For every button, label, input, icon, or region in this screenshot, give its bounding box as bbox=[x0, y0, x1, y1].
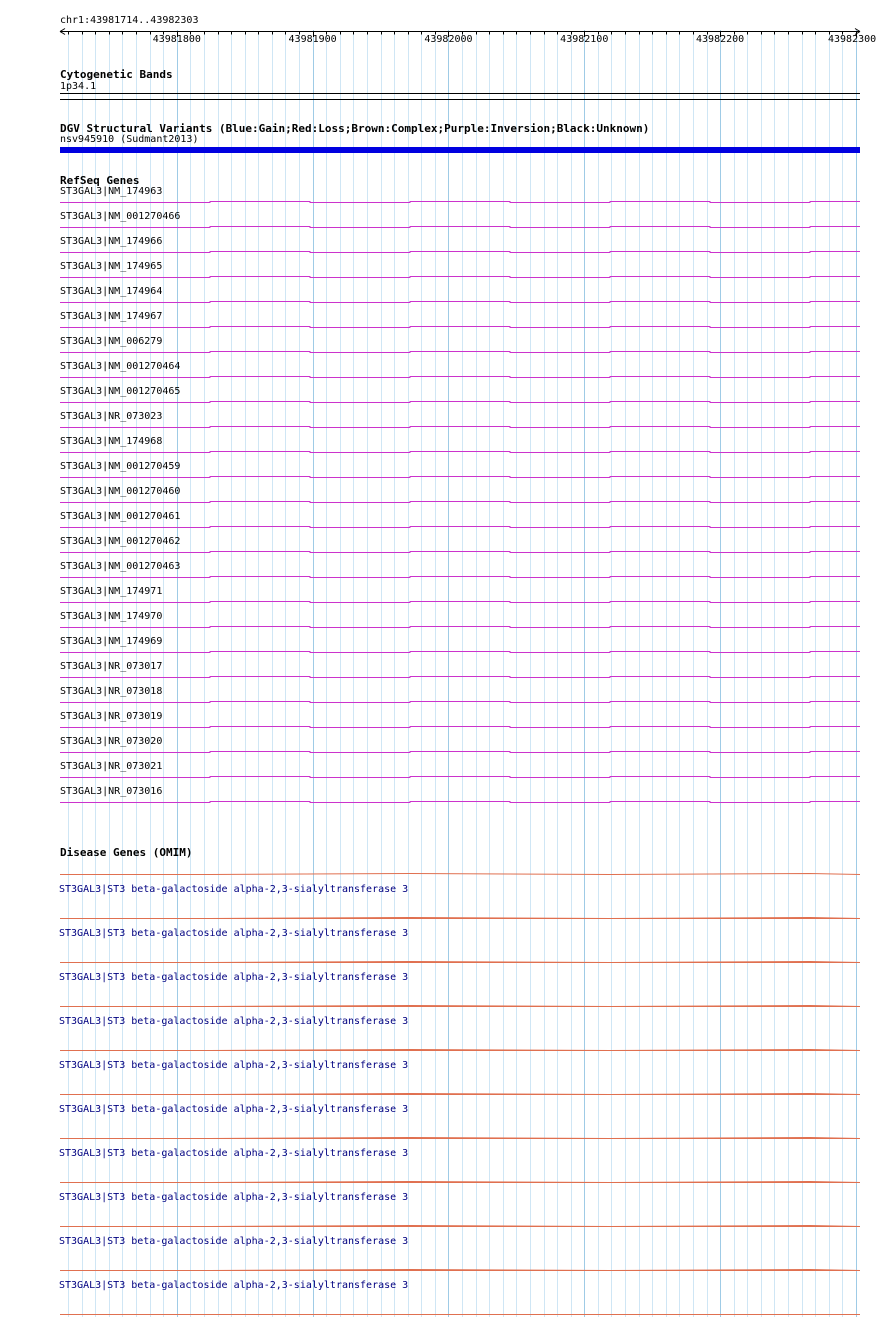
refseq-gene-label[interactable]: ST3GAL3|NM_001270464 bbox=[60, 361, 181, 372]
refseq-gene-line bbox=[60, 477, 860, 478]
refseq-gene-label[interactable]: ST3GAL3|NM_174968 bbox=[60, 436, 163, 447]
refseq-gene-line bbox=[60, 352, 860, 353]
refseq-gene-label[interactable]: ST3GAL3|NM_174966 bbox=[60, 236, 163, 247]
omim-entry-label[interactable]: ST3GAL3|ST3 beta-galactoside alpha-2,3-sialyltransferase 3 bbox=[59, 972, 409, 983]
refseq-gene-label[interactable]: ST3GAL3|NR_073020 bbox=[60, 736, 163, 747]
refseq-gene-label[interactable]: ST3GAL3|NM_174969 bbox=[60, 636, 163, 647]
refseq-gene-label[interactable]: ST3GAL3|NM_001270463 bbox=[60, 561, 181, 572]
ruler-tick-label: 43982100 bbox=[560, 34, 609, 45]
refseq-gene-label[interactable]: ST3GAL3|NM_001270459 bbox=[60, 461, 181, 472]
refseq-gene-label[interactable]: ST3GAL3|NM_174970 bbox=[60, 611, 163, 622]
refseq-gene-label[interactable]: ST3GAL3|NM_174965 bbox=[60, 261, 163, 272]
refseq-gene-label[interactable]: ST3GAL3|NM_001270462 bbox=[60, 536, 181, 547]
refseq-gene-label[interactable]: ST3GAL3|NM_174967 bbox=[60, 311, 163, 322]
refseq-gene-line bbox=[60, 402, 860, 403]
refseq-gene-line bbox=[60, 527, 860, 528]
cytoband-label[interactable]: 1p34.1 bbox=[60, 81, 97, 92]
refseq-gene-line bbox=[60, 777, 860, 778]
refseq-track-title: RefSeq Genes bbox=[60, 174, 140, 187]
ruler-tick-label: 43982200 bbox=[696, 34, 745, 45]
region-label: chr1:43981714..43982303 bbox=[60, 15, 199, 26]
ruler-tick-label: 43981800 bbox=[152, 34, 201, 45]
omim-entry-label[interactable]: ST3GAL3|ST3 beta-galactoside alpha-2,3-sialyltransferase 3 bbox=[59, 1104, 409, 1115]
refseq-gene-line bbox=[60, 502, 860, 503]
omim-entry-label[interactable]: ST3GAL3|ST3 beta-galactoside alpha-2,3-sialyltransferase 3 bbox=[59, 1236, 409, 1247]
refseq-gene-line bbox=[60, 752, 860, 753]
omim-entry-label[interactable]: ST3GAL3|ST3 beta-galactoside alpha-2,3-sialyltransferase 3 bbox=[59, 1148, 409, 1159]
refseq-gene-line bbox=[60, 277, 860, 278]
refseq-gene-line bbox=[60, 727, 860, 728]
refseq-gene-line bbox=[60, 802, 860, 803]
refseq-gene-line bbox=[60, 377, 860, 378]
omim-track-title: Disease Genes (OMIM) bbox=[60, 846, 193, 859]
refseq-gene-label[interactable]: ST3GAL3|NR_073019 bbox=[60, 711, 163, 722]
refseq-gene-line bbox=[60, 427, 860, 428]
refseq-gene-label[interactable]: ST3GAL3|NR_073023 bbox=[60, 411, 163, 422]
refseq-gene-label[interactable]: ST3GAL3|NM_001270460 bbox=[60, 486, 181, 497]
omim-entry-label[interactable]: ST3GAL3|ST3 beta-galactoside alpha-2,3-sialyltransferase 3 bbox=[59, 1016, 409, 1027]
refseq-gene-label[interactable]: ST3GAL3|NM_174964 bbox=[60, 286, 163, 297]
refseq-gene-line bbox=[60, 677, 860, 678]
refseq-gene-label[interactable]: ST3GAL3|NM_001270466 bbox=[60, 211, 181, 222]
refseq-gene-line bbox=[60, 302, 860, 303]
refseq-gene-label[interactable]: ST3GAL3|NR_073016 bbox=[60, 786, 163, 797]
refseq-gene-line bbox=[60, 452, 860, 453]
refseq-gene-label[interactable]: ST3GAL3|NM_174963 bbox=[60, 186, 163, 197]
refseq-gene-line bbox=[60, 552, 860, 553]
ruler-tick-label: 43982000 bbox=[424, 34, 473, 45]
omim-entry-label[interactable]: ST3GAL3|ST3 beta-galactoside alpha-2,3-sialyltransferase 3 bbox=[59, 1060, 409, 1071]
refseq-gene-label[interactable]: ST3GAL3|NM_006279 bbox=[60, 336, 163, 347]
refseq-gene-label[interactable]: ST3GAL3|NM_001270465 bbox=[60, 386, 181, 397]
refseq-gene-line bbox=[60, 327, 860, 328]
refseq-gene-label[interactable]: ST3GAL3|NR_073021 bbox=[60, 761, 163, 772]
refseq-gene-label[interactable]: ST3GAL3|NR_073017 bbox=[60, 661, 163, 672]
omim-feature-line bbox=[60, 874, 860, 875]
dgv-feature-label[interactable]: nsv945910 (Sudmant2013) bbox=[60, 134, 199, 145]
ruler-tick-label: 43981900 bbox=[288, 34, 337, 45]
dgv-track-title: DGV Structural Variants (Blue:Gain;Red:Loss;Brown:Complex;Purple:Inversion;Black:Unknown) bbox=[60, 122, 650, 135]
omim-entry-label[interactable]: ST3GAL3|ST3 beta-galactoside alpha-2,3-sialyltransferase 3 bbox=[59, 1192, 409, 1203]
omim-entry-label[interactable]: ST3GAL3|ST3 beta-galactoside alpha-2,3-sialyltransferase 3 bbox=[59, 928, 409, 939]
refseq-gene-label[interactable]: ST3GAL3|NM_174971 bbox=[60, 586, 163, 597]
omim-entry-label[interactable]: ST3GAL3|ST3 beta-galactoside alpha-2,3-sialyltransferase 3 bbox=[59, 1280, 409, 1291]
refseq-gene-line bbox=[60, 702, 860, 703]
refseq-gene-line bbox=[60, 227, 860, 228]
refseq-gene-line bbox=[60, 252, 860, 253]
refseq-gene-label[interactable]: ST3GAL3|NR_073018 bbox=[60, 686, 163, 697]
refseq-gene-label[interactable]: ST3GAL3|NM_001270461 bbox=[60, 511, 181, 522]
dgv-feature-bar bbox=[60, 147, 860, 153]
refseq-gene-line bbox=[60, 202, 860, 203]
ruler-tick-label: 43982300 bbox=[828, 34, 877, 45]
refseq-gene-line bbox=[60, 652, 860, 653]
omim-entry-label[interactable]: ST3GAL3|ST3 beta-galactoside alpha-2,3-sialyltransferase 3 bbox=[59, 884, 409, 895]
refseq-gene-line bbox=[60, 627, 860, 628]
cytoband-track-title: Cytogenetic Bands bbox=[60, 68, 173, 81]
refseq-gene-line bbox=[60, 577, 860, 578]
refseq-gene-line bbox=[60, 602, 860, 603]
